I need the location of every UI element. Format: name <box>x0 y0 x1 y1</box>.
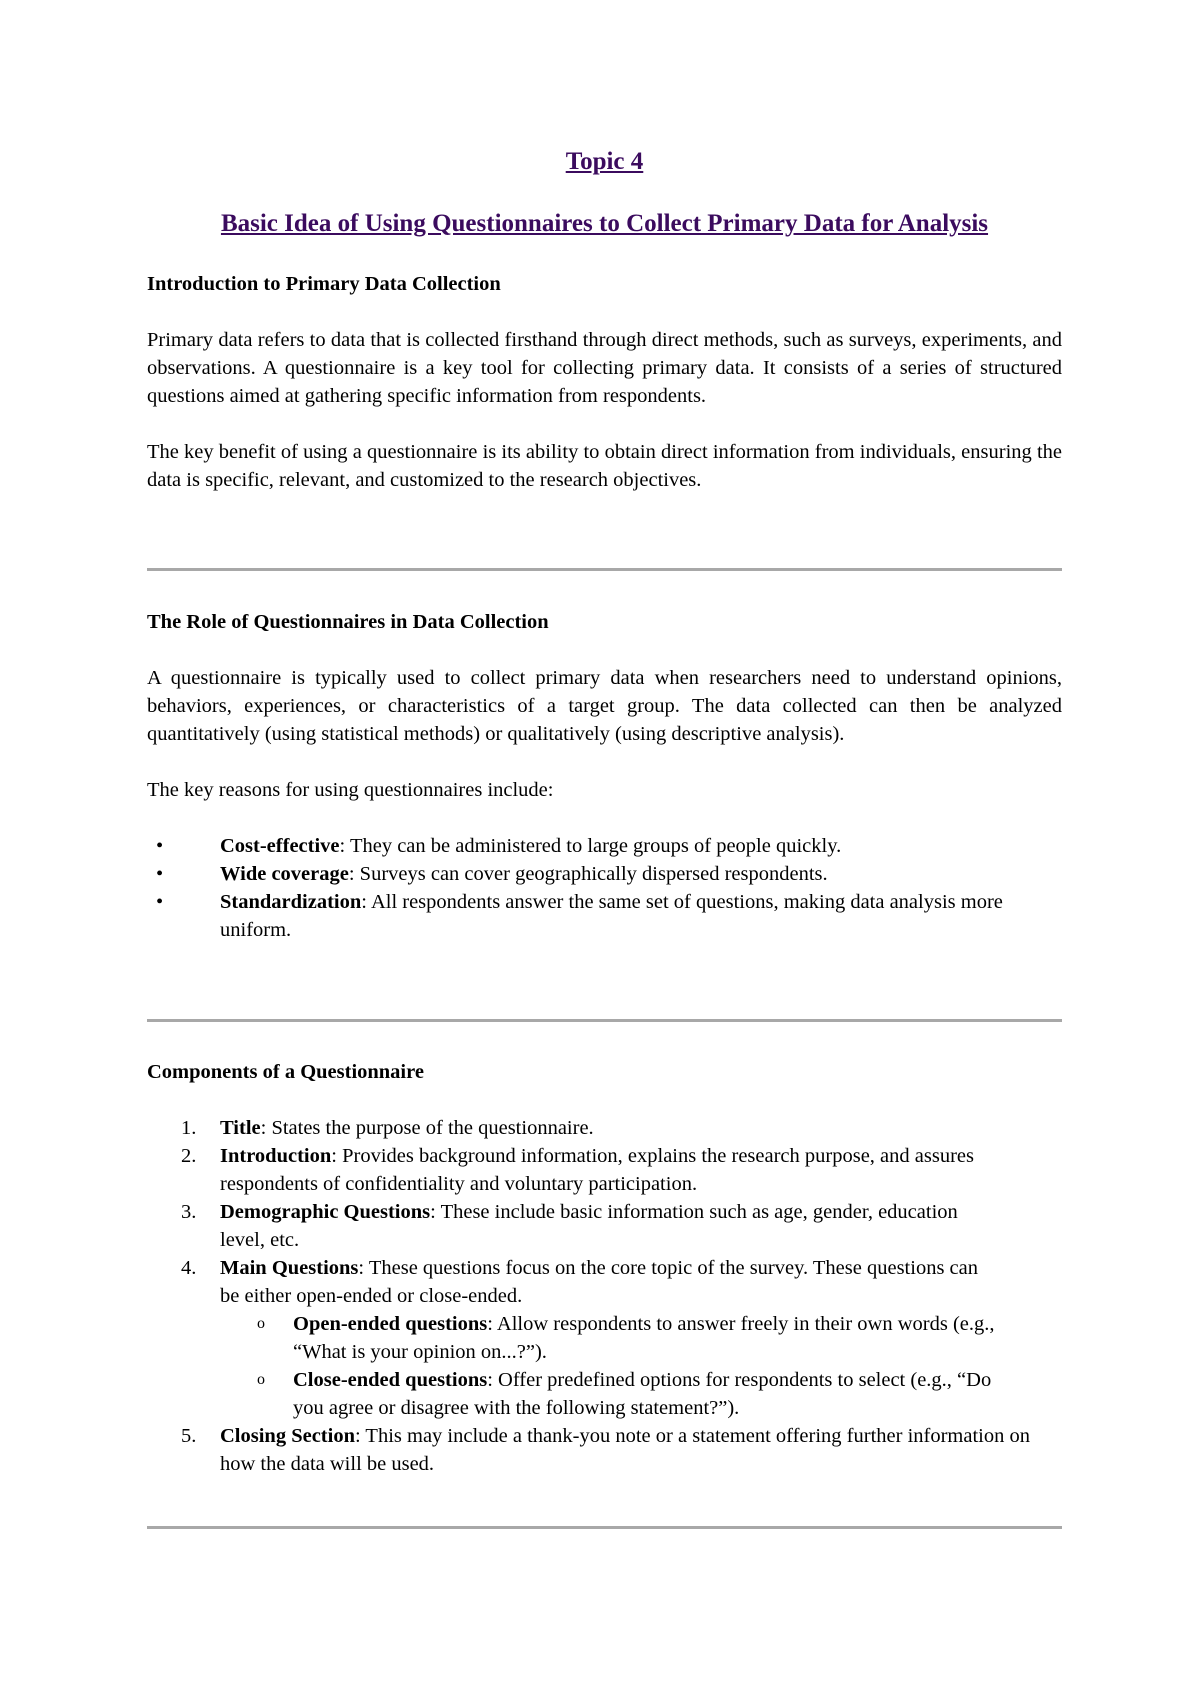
horizontal-rule <box>147 1526 1062 1529</box>
item-text: : They can be administered to large groups of people quickly. <box>339 835 842 857</box>
item-text: : Allow respondents to answer freely in their own words (e.g., “What is your opinion on...?”). <box>293 1313 995 1363</box>
section-heading: Introduction to Primary Data Collection <box>147 273 501 295</box>
item-term: Cost-effective <box>220 835 340 857</box>
circle-bullet-icon: o <box>257 1315 265 1332</box>
reasons-list <box>147 832 1062 944</box>
bullet-icon: • <box>156 891 164 913</box>
item-text: : These include basic information such as age, gender, education level, etc. <box>220 1201 958 1251</box>
item-text: : Offer predefined options for respondents to select (e.g., “Do you agree or disagree with the following statement?”). <box>293 1369 992 1419</box>
horizontal-rule <box>147 1019 1062 1022</box>
list-item <box>147 1114 1042 1142</box>
sub-list-item <box>147 1310 1022 1366</box>
item-text: : All respondents answer the same set of questions, making data analysis more uniform. <box>220 891 1003 941</box>
item-term: Closing Section <box>220 1425 355 1447</box>
item-term: Open-ended questions <box>293 1313 488 1335</box>
bullet-icon: • <box>156 835 164 857</box>
bullet-icon: • <box>156 863 164 885</box>
list-item <box>147 1422 1042 1478</box>
question-types-list <box>147 1310 1062 1422</box>
item-text: : Surveys can cover geographically dispersed respondents. <box>348 863 828 885</box>
section-heading: The Role of Questionnaires in Data Collection <box>147 611 549 633</box>
item-number: 5. <box>181 1425 197 1447</box>
section-role <box>147 608 1062 944</box>
item-number: 2. <box>181 1145 197 1167</box>
item-term: Introduction <box>220 1145 332 1167</box>
item-term: Wide coverage <box>220 863 349 885</box>
item-term: Main Questions <box>220 1257 359 1279</box>
paragraph: A questionnaire is typically used to collect primary data when researchers need to understand opinions, behaviors, experiences, or characteristics of a target group. The data collected can then be analyzed quantitatively (using statistical methods) or qualitatively (using descriptive analysis). <box>147 667 1062 745</box>
item-term: Close-ended questions <box>293 1369 488 1391</box>
list-item <box>147 1198 1042 1254</box>
item-term: Demographic Questions <box>220 1201 431 1223</box>
components-list <box>147 1114 1062 1310</box>
section-introduction <box>147 270 1062 522</box>
item-number: 1. <box>181 1117 197 1139</box>
circle-bullet-icon: o <box>257 1371 265 1388</box>
paragraph: The key reasons for using questionnaires include: <box>147 779 554 801</box>
document-subtitle: Basic Idea of Using Questionnaires to Collect Primary Data for Analysis <box>220 210 989 237</box>
topic-title: Topic 4 <box>565 148 644 175</box>
section-heading: Components of a Questionnaire <box>147 1061 424 1083</box>
list-item <box>147 1142 1042 1198</box>
components-list-continued <box>147 1422 1062 1478</box>
item-number: 3. <box>181 1201 197 1223</box>
list-item <box>147 888 1062 944</box>
item-term: Title <box>220 1117 261 1139</box>
paragraph: Primary data refers to data that is collected firsthand through direct methods, such as surveys, experiments, and observations. A questionnaire is a key tool for collecting primary data. It consists of a series of structured questions aimed at gathering specific information from respondents. <box>147 329 1062 407</box>
item-term: Standardization <box>220 891 362 913</box>
sub-list-item <box>147 1366 1022 1422</box>
item-number: 4. <box>181 1257 197 1279</box>
list-item <box>147 860 1062 888</box>
horizontal-rule <box>147 568 1062 571</box>
item-text: : States the purpose of the questionnaire. <box>260 1117 594 1139</box>
item-text: : These questions focus on the core topic of the survey. These questions can be either open-ended or close-ended. <box>220 1257 979 1307</box>
item-text: : Provides background information, explains the research purpose, and assures respondents of confidentiality and voluntary participation. <box>220 1145 974 1195</box>
list-item <box>147 832 1062 860</box>
item-text: : This may include a thank-you note or a statement offering further information on how the data will be used. <box>220 1425 1030 1475</box>
paragraph: The key benefit of using a questionnaire is its ability to obtain direct information from individuals, ensuring the data is specific, relevant, and customized to the research objectives. <box>147 441 1062 491</box>
list-item <box>147 1254 1042 1310</box>
section-components <box>147 1058 1062 1478</box>
